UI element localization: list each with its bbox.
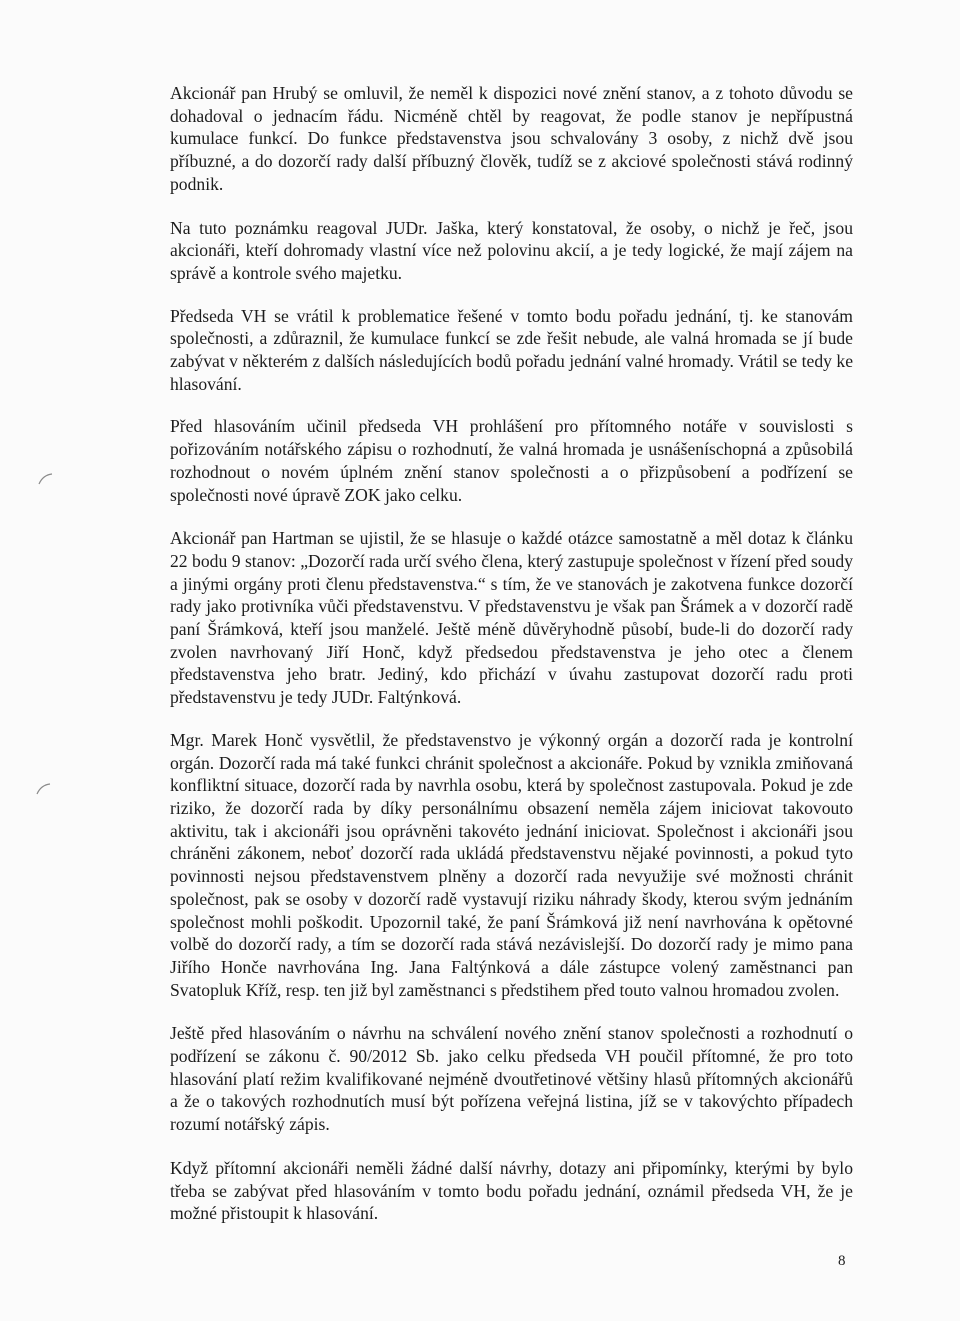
paragraph: Před hlasováním učinil předseda VH prohlášení pro přítomného notáře v souvislosti s pořizováním notářského zápisu o rozhodnutí, že valná hromada je usnášeníschopná a způsobilá rozhodnout o novém úplném znění stanov společnosti a o přizpůsobení a podřízení se společnosti nové úpravě ZOK jako celku. bbox=[170, 416, 853, 505]
page-number: 8 bbox=[838, 1253, 846, 1269]
paragraph: Akcionář pan Hrubý se omluvil, že neměl k dispozici nové znění stanov, a z tohoto důvodu se dohadoval o jednacím řádu. Nicméně chtěl by reagovat, že podle stanov je nepřípustná kumulace funkcí. Do funkce představenstva jsou schvalovány 3 osoby, z nichž dvě jsou příbuzné, a do dozorčí rady další příbuzný člověk, tudíž se z akciové společnosti stává rodinný podnik. bbox=[170, 83, 853, 194]
paragraph: Mgr. Marek Honč vysvětlil, že představenstvo je výkonný orgán a dozorčí rada je kontrolní orgán. Dozorčí rada má také funkci chránit společnost a akcionáře. Pokud by vznikla zmiňovaná konfliktní situace, dozorčí rada by navrhla osobu, která by společnost zastupovala. Pokud je zde riziko, že dozorčí rada by díky personálnímu obsazení neměla zájem iniciovat takovouto aktivitu, tak i akcionáři jsou oprávněni takovéto jednání iniciovat. Společnost i akcionáři jsou chráněni zákonem, neboť dozorčí rada ukládá představenstvu nějaké povinnosti, a pokud tyto povinnosti nejsou představenstvem plněny a dozorčí rada nevyužije své možnosti chránit společnost, pak se osoby v dozorčí radě vystavují riziku náhrady škody, kterou svým jednáním společnost mohli poškodit. Upozornil také, že paní Šrámková již není navrhována k opětovné volbě do dozorčí rady, a tím se dozorčí rada stává nezávislejší. Do dozorčí rady je mimo pana Jiřího Honče navrhována Ing. Jana Faltýnková a dále zástupce volený zaměstnanci pan Svatopluk Kříž, resp. ten již byl zaměstnanci s předstihem před touto valnou hromadou zvolen. bbox=[170, 729, 853, 1000]
paragraph: Na tuto poznámku reagoval JUDr. Jaška, který konstatoval, že osoby, o nichž je řeč, jsou akcionáři, kteří dohromady vlastní více než polovinu akcií, a je tedy logické, že mají zájem na správě a kontrole svého majetku. bbox=[170, 217, 853, 283]
document-body bbox=[170, 82, 853, 1225]
paragraph: Akcionář pan Hartman se ujistil, že se hlasuje o každé otázce samostatně a měl dotaz k článku 22 bodu 9 stanov: „Dozorčí rada určí svého člena, který zastupuje společnost v řízení před soudy a jinými orgány proti členu představenstva.“ s tím, že ve stanovách je zakotvena funkce dozorčí rady jako protivníka vůči představenstvu. V představenstvu je však pan Šrámek a v dozorčí radě paní Šrámková, kteří jsou manželé. Ještě méně důvěryhodně působí, bude-li do dozorčí rady zvolen navrhovaný Jiří Honč, když předsedou představenstva je jeho otec a členem představenstva jeho bratr. Jediný, kdo přichází v úvahu zastupovat dozorčí radu proti představenstvu je tedy JUDr. Faltýnková. bbox=[170, 528, 853, 708]
paragraph: Když přítomní akcionáři neměli žádné další návrhy, dotazy ani připomínky, kterými by bylo třeba se zabývat před hlasováním v tomto bodu pořadu jednání, oznámil předseda VH, že je možné přistoupit k hlasování. bbox=[170, 1157, 853, 1224]
paragraph: Předseda VH se vrátil k problematice řešené v tomto bodu pořadu jednání, tj. ke stanovám společnosti, a zdůraznil, že kumulace funkcí se zde řešit nebude, ale valná hromada se jí bude zabývat v některém z dalších následujících bodů pořadu jednání valné hromady. Vrátil se tedy ke hlasování. bbox=[170, 305, 853, 394]
hook-mark-icon bbox=[35, 782, 55, 796]
paragraph: Ještě před hlasováním o návrhu na schválení nového znění stanov společnosti a rozhodnutí o podřízení se zákonu č. 90/2012 Sb. jako celku předseda VH poučil přítomné, že pro toto hlasování platí režim kvalifikované nejméně dvoutřetinové většiny hlasů přítomných akcionářů a že o takových rozhodnutích musí být pořízena veřejná listina, jíž se v takovýchto případech rozumí notářský zápis. bbox=[170, 1023, 853, 1135]
hook-mark-icon bbox=[37, 472, 57, 486]
